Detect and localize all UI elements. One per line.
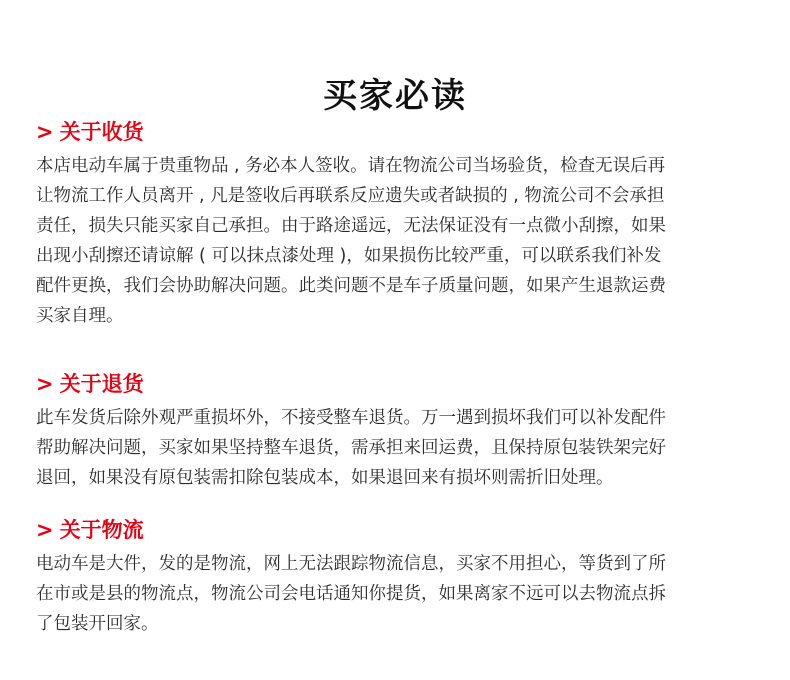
chevron-right-icon: >: [36, 518, 54, 542]
body-line: 在市或是县的物流点，物流公司会电话通知你提货，如果离家不远可以去物流点拆: [36, 584, 666, 604]
body-line: 退回，如果没有原包装需扣除包装成本，如果退回来有损坏则需折旧处理。: [36, 468, 614, 488]
body-line: 让物流工作人员离开 , 凡是签收后再联系反应遗失或者缺损的 , 物流公司不会承担: [36, 186, 665, 206]
section-heading-label: 关于退货: [59, 372, 144, 396]
page-title: 买家必读: [323, 75, 467, 116]
section-returns: [36, 369, 766, 493]
section-heading-label: 关于物流: [59, 518, 144, 542]
section-receiving: [36, 117, 766, 331]
section-logistics: [36, 515, 766, 639]
section-body-receiving: [36, 151, 766, 331]
body-line: 帮助解决问题，买家如果坚持整车退货，需承担来回运费，且保持原包装铁架完好: [36, 438, 666, 458]
body-line: 责任，损失只能买家自己承担。由于路途遥远，无法保证没有一点微小刮擦，如果: [36, 216, 666, 236]
body-line: 出现小刮擦还请谅解 ( 可以抹点漆处理 )，如果损伤比较严重，可以联系我们补发: [36, 246, 662, 266]
section-heading-returns: [36, 369, 766, 399]
chevron-right-icon: >: [36, 372, 54, 396]
chevron-right-icon: >: [36, 120, 54, 144]
body-line: 了包装开回家。: [36, 614, 159, 634]
body-line: 电动车是大件，发的是物流，网上无法跟踪物流信息，买家不用担心，等货到了所: [36, 554, 666, 574]
body-line: 买家自理。: [36, 306, 124, 326]
section-body-returns: [36, 403, 766, 493]
section-heading-logistics: [36, 515, 766, 545]
body-line: 此车发货后除外观严重损坏外，不接受整车退货。万一遇到损坏我们可以补发配件: [36, 408, 666, 428]
section-heading-receiving: [36, 117, 766, 147]
section-heading-label: 关于收货: [59, 120, 144, 144]
body-line: 配件更换，我们会协助解决问题。此类问题不是车子质量问题，如果产生退款运费: [36, 276, 666, 296]
section-body-logistics: [36, 549, 766, 639]
body-line: 本店电动车属于贵重物品 , 务必本人签收。请在物流公司当场验货，检查无误后再: [36, 156, 666, 176]
